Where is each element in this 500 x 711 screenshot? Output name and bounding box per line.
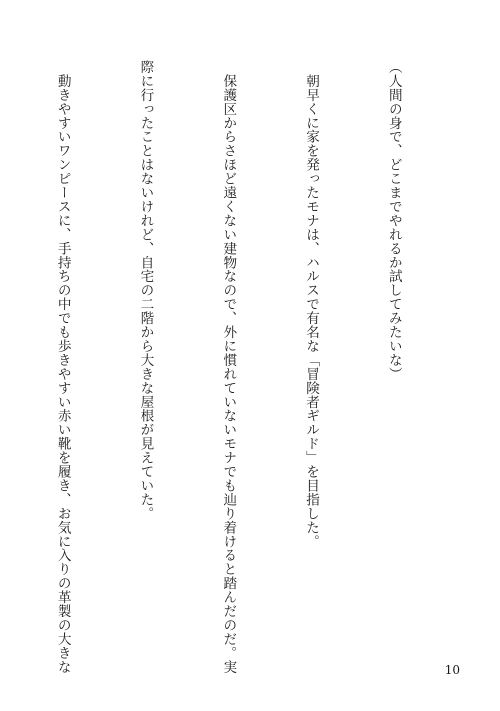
text-line: 保護区からさほど遠くない建物なので、外に慣れていないモナでも辿り着けると踏んだのだ。実 xyxy=(220,60,237,674)
page-number: 10 xyxy=(444,663,460,677)
text-line: 動きやすいワンピースに、手持ちの中でも歩きやすい赤い靴を履き、お気に入りの革製の大きな xyxy=(54,60,71,674)
text-line: 際に行ったことはないけれど、自宅の二階から大きな屋根が見えていた。 xyxy=(137,60,154,521)
text-line: 朝早くに家を発ったモナは、ハルスで有名な「冒険者ギルド」を目指した。 xyxy=(303,60,320,549)
text-line: （人間の身で、どこまでやれるか試してみたいな） xyxy=(385,60,402,381)
